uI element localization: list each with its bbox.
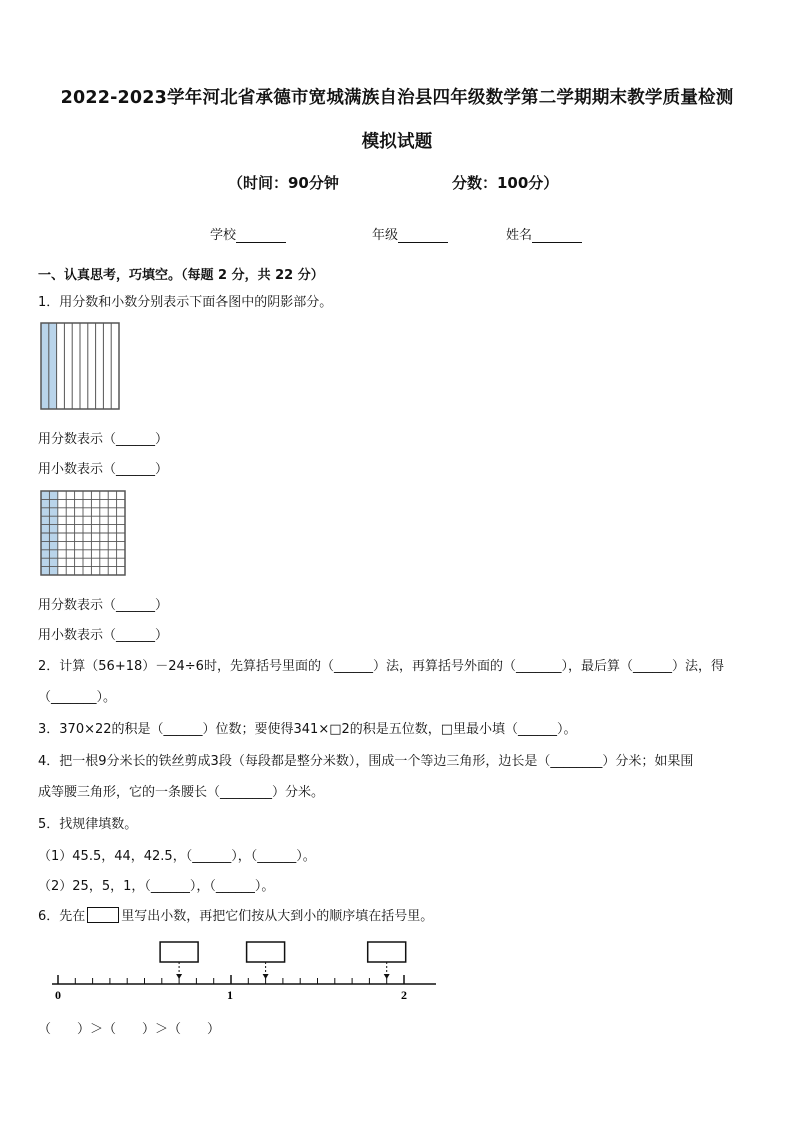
q6-prefix: 6．先在 [38, 909, 86, 924]
q1-fig1-decimal: 用小数表示（______） [38, 462, 169, 477]
exam-score: 分数：100分） [452, 174, 559, 192]
pointer-arrow [263, 974, 269, 979]
section1-heading: 一、认真思考，巧填空。（每题 2 分，共 22 分） [38, 268, 324, 283]
axis-label-0: 0 [55, 988, 61, 1002]
school-blank[interactable] [236, 230, 286, 243]
q6-inline-box [87, 907, 119, 923]
q2-line2: （_______）。 [38, 690, 117, 705]
q5-part1: （1）45.5，44，42.5，（______），（______）。 [38, 849, 316, 864]
exam-title-line1: 2022-2023学年河北省承德市宽城满族自治县四年级数学第二学期期末教学质量检测 [60, 88, 734, 108]
name-blank[interactable] [532, 230, 582, 243]
q1-fig1-fraction: 用分数表示（______） [38, 432, 169, 447]
grade-field [372, 224, 448, 243]
q2-line1: 2．计算（56+18）－24÷6时，先算括号里面的（______）法，再算括号外面的（_______），最后算（______）法，得 [38, 659, 724, 674]
q6-text [38, 905, 433, 924]
grade-blank[interactable] [398, 230, 448, 243]
q4-line2: 成等腰三角形，它的一条腰长（________）分米。 [38, 785, 325, 800]
pointer-arrow [384, 974, 390, 979]
q6-number-line [40, 938, 460, 1006]
name-field [506, 224, 582, 243]
q4-line1: 4．把一根9分米长的铁丝剪成3段（每段都是整分米数），围成一个等边三角形，边长是（________）分米；如果围 [38, 754, 694, 769]
answer-box[interactable] [368, 942, 406, 962]
q1-figure-strips [40, 322, 122, 412]
q1-fig2-decimal: 用小数表示（______） [38, 628, 169, 643]
q5-part2: （2）25，5，1，（______），（______）。 [38, 879, 275, 894]
shaded-strip [49, 323, 57, 409]
q3-text: 3．370×22的积是（______）位数；要使得341×□2的积是五位数，□里最小填（______）。 [38, 722, 577, 737]
axis-label-1: 1 [227, 988, 233, 1002]
exam-title-line2: 模拟试题 [361, 132, 433, 152]
exam-time: （时间：90分钟 [228, 174, 339, 192]
school-field [210, 224, 286, 243]
q1-figure-grid [40, 490, 128, 578]
answer-box[interactable] [247, 942, 285, 962]
q6-answer-line: （ ）＞（ ）＞（ ） [38, 1022, 221, 1037]
answer-box[interactable] [160, 942, 198, 962]
grade-label: 年级 [372, 228, 399, 243]
q1-fig2-fraction: 用分数表示（______） [38, 598, 169, 613]
q5-text: 5．找规律填数。 [38, 817, 138, 832]
name-label: 姓名 [506, 228, 533, 243]
shaded-strip [41, 323, 49, 409]
axis-label-2: 2 [401, 988, 407, 1002]
q6-suffix: 里写出小数，再把它们按从大到小的顺序填在括号里。 [121, 909, 434, 924]
school-label: 学校 [210, 228, 237, 243]
pointer-arrow [176, 974, 182, 979]
q1-text: 1．用分数和小数分别表示下面各图中的阴影部分。 [38, 295, 333, 310]
